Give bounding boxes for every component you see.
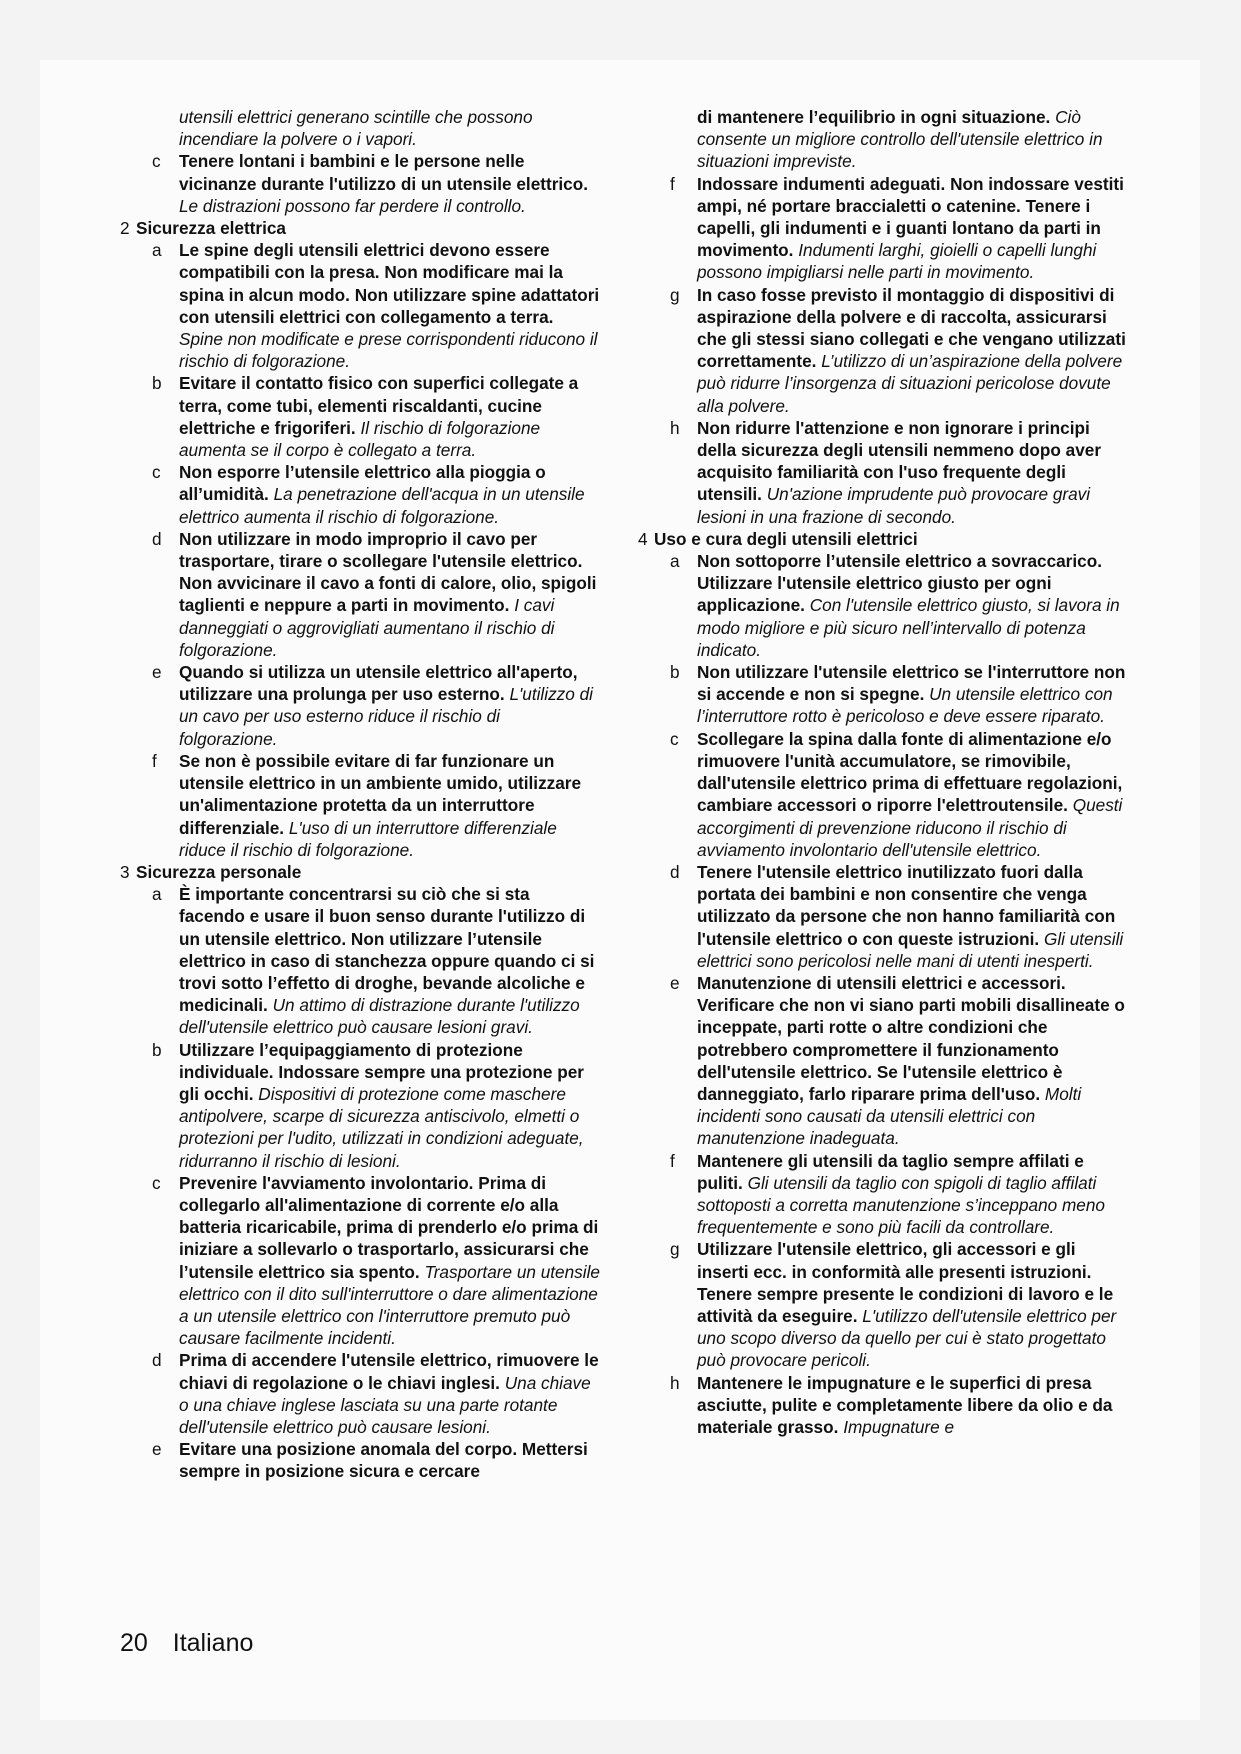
- item-marker: c: [670, 728, 679, 749]
- instruction-text: Utilizzare l'utensile elettrico, gli accessori e gli inserti ecc. in conformità alle presenti istruzioni. Tenere sempre presente le condizioni di lavoro e le attività da eseguire.: [697, 1239, 1114, 1326]
- list-item: [120, 239, 600, 372]
- list-item: [638, 1238, 1128, 1371]
- explanation-text: Molti incidenti sono causati da utensili elettrici con manutenzione inadeguata.: [697, 1083, 1082, 1149]
- list-item: [638, 1150, 1128, 1239]
- item-marker: b: [152, 1039, 162, 1060]
- list-item: [120, 1349, 600, 1438]
- explanation-text: Il rischio di folgorazione aumenta se il corpo è collegato a terra.: [179, 417, 541, 461]
- section-heading: [638, 528, 1128, 550]
- list-item: [638, 861, 1128, 972]
- explanation-text: L’utilizzo di un’aspirazione della polvere può ridurre l’insorgenza di situazioni pericolose dovute alla polvere.: [697, 351, 1123, 416]
- instruction-text: Non utilizzare in modo improprio il cavo per trasportare, tirare o scollegare l'utensile elettrico. Non avvicinare il cavo a fonti di calore, olio, spigoli taglienti e neppure a parti in movimento.: [179, 528, 597, 616]
- item-marker: d: [670, 861, 680, 882]
- item-marker: e: [152, 662, 162, 683]
- right-column: [638, 106, 1128, 1438]
- explanation-text: Ciò consente un migliore controllo dell'utensile elettrico in situazioni impreviste.: [697, 107, 1103, 172]
- item-marker: a: [152, 240, 162, 261]
- item-marker: e: [152, 1439, 162, 1460]
- explanation-text: I cavi danneggiati o aggrovigliati aumentano il rischio di folgorazione.: [179, 595, 555, 660]
- list-item: [120, 1172, 600, 1350]
- item-marker: b: [152, 373, 162, 394]
- instruction-text: Non esporre l’utensile elettrico alla pioggia o all’umidità.: [179, 462, 546, 505]
- item-marker: b: [670, 662, 680, 683]
- item-marker: 3: [120, 861, 130, 882]
- item-marker: c: [152, 462, 161, 483]
- item-marker: c: [152, 151, 161, 172]
- list-item: [120, 661, 600, 750]
- explanation-text: Gli utensili da taglio con spigoli di taglio affilati sottoposti a corretta manutenzione s’inceppano meno frequentemente e sono più facili da controllare.: [697, 1172, 1105, 1238]
- list-item: [120, 1039, 600, 1172]
- continued-text: [120, 106, 600, 150]
- section-title: Uso e cura degli utensili elettrici: [654, 528, 918, 549]
- item-marker: a: [670, 551, 680, 572]
- item-marker: d: [152, 1350, 162, 1371]
- section-heading: [120, 217, 600, 239]
- instruction-text: Non utilizzare l'utensile elettrico se l'interruttore non si accende e non si spegne.: [697, 662, 1126, 705]
- explanation-text: Trasportare un utensile elettrico con il dito sull'interruttore o dare alimentazione a un utensile elettrico con l'interruttore premuto può causare facilmente incidenti.: [179, 1261, 600, 1349]
- item-marker: f: [152, 750, 157, 771]
- list-item: [638, 728, 1128, 861]
- explanation-text: L'utilizzo di un cavo per uso esterno riduce il rischio di folgorazione.: [179, 684, 593, 749]
- explanation-text: Gli utensili elettrici sono pericolosi nelle mani di utenti inesperti.: [697, 928, 1124, 971]
- explanation-text: Spine non modificate e prese corrispondenti riducono il rischio di folgorazione.: [179, 329, 598, 372]
- instruction-text: Non sottoporre l’utensile elettrico a sovraccarico. Utilizzare l'utensile elettrico giusto per ogni applicazione.: [697, 551, 1102, 616]
- instruction-text: di mantenere l’equilibrio in ogni situazione.: [697, 107, 1051, 127]
- item-marker: e: [670, 972, 680, 993]
- instruction-text: Manutenzione di utensili elettrici e accessori. Verificare che non vi siano parti mobili disallineate o inceppate, parti rotte o altre condizioni che potrebbero compromettere il funzionamento dell'utensile elettrico. Se l'utensile elettrico è danneggiato, farlo riparare prima dell'uso.: [697, 972, 1125, 1104]
- instruction-text: Non ridurre l'attenzione e non ignorare i principi della sicurezza degli utensili nemmeno dopo aver acquisito familiarità con l'uso frequente degli utensili.: [697, 417, 1102, 505]
- explanation-text: utensili elettrici generano scintille che possono incendiare la polvere o i vapori.: [179, 107, 533, 150]
- continued-text: [638, 106, 1128, 173]
- explanation-text: Le distrazioni possono far perdere il controllo.: [179, 195, 526, 216]
- item-marker: c: [152, 1172, 161, 1193]
- instruction-text: Scollegare la spina dalla fonte di alimentazione e/o rimuovere l'unità accumulatore, se rimovibile, dall'utensile elettrico prima di effettuare regolazioni, cambiare accessori o riporre l'elettroutensile.: [697, 728, 1123, 816]
- instruction-text: Evitare il contatto fisico con superfici collegate a terra, come tubi, elementi riscaldanti, cucine elettriche e frigoriferi.: [179, 373, 579, 438]
- section-title: Sicurezza elettrica: [136, 218, 286, 239]
- instruction-text: Le spine degli utensili elettrici devono essere compatibili con la presa. Non modificare mai la spina in alcun modo. Non utilizzare spine adattatori con utensili elettrici con collegamento a terra.: [179, 240, 600, 327]
- item-marker: 2: [120, 218, 130, 239]
- instruction-text: È importante concentrarsi su ciò che si sta facendo e usare il buon senso durante l'utilizzo di un utensile elettrico. Non utilizzare l’utensile elettrico in caso di stanchezza oppure quando ci si trovi sotto l’effetto di droghe, bevande alcoliche e medicinali.: [179, 884, 595, 1016]
- list-item: [638, 417, 1128, 528]
- list-item: [638, 550, 1128, 661]
- instruction-text: Indossare indumenti adeguati. Non indossare vestiti ampi, né portare braccialetti o catenine. Tenere i capelli, gli indumenti e i guanti lontano da parti in movimento.: [697, 173, 1124, 261]
- instruction-text: Mantenere gli utensili da taglio sempre affilati e puliti.: [697, 1150, 1084, 1193]
- explanation-text: L'uso di un interruttore differenziale riduce il rischio di folgorazione.: [179, 817, 557, 860]
- list-item: [120, 528, 600, 661]
- explanation-text: Un attimo di distrazione durante l'utilizzo dell'utensile elettrico può causare lesioni gravi.: [179, 995, 580, 1038]
- item-marker: f: [670, 173, 675, 194]
- list-item: [120, 461, 600, 528]
- list-item: [120, 1438, 600, 1482]
- item-marker: h: [670, 417, 680, 438]
- explanation-text: La penetrazione dell'acqua in un utensile elettrico aumenta il rischio di folgorazione.: [179, 484, 585, 527]
- explanation-text: Indumenti larghi, gioielli o capelli lunghi possono impigliarsi nelle parti in movimento.: [697, 240, 1097, 283]
- instruction-text: Mantenere le impugnature e le superfici di presa asciutte, pulite e completamente libere da olio e da materiale grasso.: [697, 1372, 1113, 1437]
- instruction-text: Se non è possibile evitare di far funzionare un utensile elettrico in un ambiente umido, utilizzare un'alimentazione protetta da un interruttore differenziale.: [179, 750, 582, 838]
- section-title: Sicurezza personale: [136, 861, 302, 882]
- list-item: [638, 1372, 1128, 1439]
- item-marker: h: [670, 1372, 680, 1393]
- explanation-text: Dispositivi di protezione come maschere antipolvere, scarpe di sicurezza antiscivolo, elmetti o protezioni per l'udito, utilizzati in condizioni adeguate, ridurranno il rischio di lesioni.: [179, 1083, 584, 1171]
- list-item: [120, 750, 600, 861]
- instruction-text: Prevenire l'avviamento involontario. Prima di collegarlo all'alimentazione di corrente e/o alla batteria ricaricabile, prima di prenderlo e/o prima di iniziare a sollevarlo o trasportarlo, assicurarsi che l’utensile elettrico sia spento.: [179, 1172, 599, 1282]
- instruction-text: Tenere lontani i bambini e le persone nelle vicinanze durante l'utilizzo di un utensile elettrico.: [179, 151, 589, 194]
- section-heading: [120, 861, 600, 883]
- item-marker: g: [670, 284, 680, 305]
- list-item: [638, 972, 1128, 1150]
- explanation-text: Un utensile elettrico con l’interruttore rotto è pericoloso e deve essere riparato.: [697, 684, 1113, 727]
- list-item: [638, 661, 1128, 728]
- explanation-text: Questi accorgimenti di prevenzione riducono il rischio di avviamento involontario dell'utensile elettrico.: [697, 795, 1123, 860]
- list-item: [120, 372, 600, 461]
- item-marker: d: [152, 528, 162, 549]
- instruction-text: Evitare una posizione anomala del corpo. Mettersi sempre in posizione sicura e cercare: [179, 1439, 588, 1482]
- instruction-text: Prima di accendere l'utensile elettrico, rimuovere le chiavi di regolazione o le chiavi inglesi.: [179, 1350, 599, 1393]
- item-marker: a: [152, 884, 162, 905]
- instruction-text: Quando si utilizza un utensile elettrico all'aperto, utilizzare una prolunga per uso esterno.: [179, 662, 578, 705]
- list-item: [638, 284, 1128, 417]
- page-footer: [120, 1628, 271, 1658]
- list-item: [120, 883, 600, 1038]
- list-item: [638, 173, 1128, 284]
- list-item: [120, 150, 600, 217]
- instruction-text: In caso fosse previsto il montaggio di dispositivi di aspirazione della polvere e di raccolta, assicurarsi che gli stessi siano collegati e che vengano utilizzati correttamente.: [697, 284, 1126, 372]
- explanation-text: Una chiave o una chiave inglese lasciata su una parte rotante dell'utensile elettrico può causare lesioni.: [179, 1372, 591, 1437]
- instruction-text: Tenere l'utensile elettrico inutilizzato fuori dalla portata dei bambini e non consentire che venga utilizzato da persone che non hanno familiarità con l'utensile elettrico o con queste istruzioni.: [697, 861, 1116, 949]
- item-marker: f: [670, 1150, 675, 1171]
- explanation-text: Impugnature e: [843, 1416, 955, 1437]
- item-marker: g: [670, 1239, 680, 1260]
- footer-language: Italiano: [172, 1629, 254, 1657]
- page-number: 20: [120, 1629, 148, 1657]
- left-column: [120, 106, 600, 1483]
- explanation-text: Con l'utensile elettrico giusto, si lavora in modo migliore e più sicuro nell’intervallo di potenza indicato.: [697, 595, 1120, 660]
- explanation-text: L'utilizzo dell'utensile elettrico per uno scopo diverso da quello per cui è stato progettato può provocare pericoli.: [697, 1305, 1117, 1371]
- item-marker: 4: [638, 528, 648, 549]
- explanation-text: Un'azione imprudente può provocare gravi lesioni in una frazione di secondo.: [697, 484, 1091, 527]
- instruction-text: Utilizzare l’equipaggiamento di protezione individuale. Indossare sempre una protezione per gli occhi.: [179, 1039, 584, 1104]
